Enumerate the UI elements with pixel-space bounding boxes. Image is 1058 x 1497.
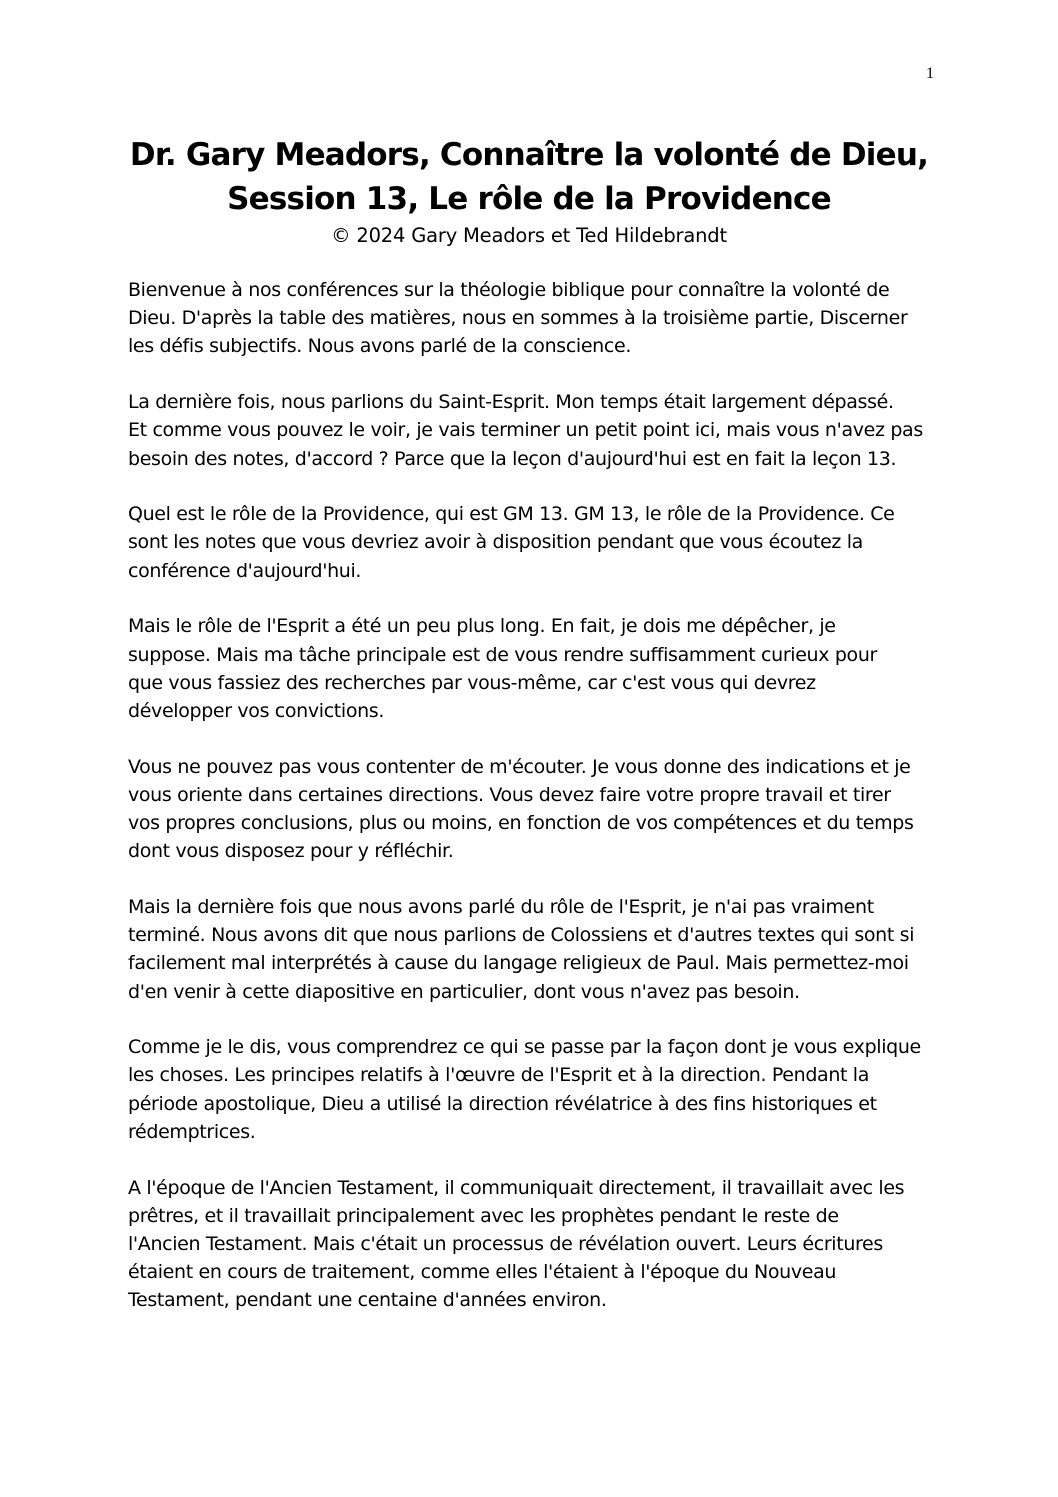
paragraph-line: les défis subjectifs. Nous avons parlé de la conscience. <box>128 335 632 358</box>
paragraph-line: d'en venir à cette diapositive en particulier, dont vous n'avez pas besoin. <box>128 980 800 1003</box>
page-number: 1 <box>926 65 934 82</box>
paragraph-line: Bienvenue à nos conférences sur la théologie biblique pour connaître la volonté de <box>128 279 890 301</box>
paragraph-6 <box>128 893 932 1006</box>
paragraph-line: La dernière fois, nous parlions du Saint-Esprit. Mon temps était largement dépassé. <box>128 391 894 414</box>
title-line-2: Session 13, Le rôle de la Providence <box>227 181 831 217</box>
paragraph-8 <box>128 1174 932 1315</box>
paragraph-line: conférence d'aujourd'hui. <box>128 559 362 582</box>
paragraph-line: Mais la dernière fois que nous avons parlé du rôle de l'Esprit, je n'ai pas vraiment <box>128 895 874 918</box>
paragraph-line: Mais le rôle de l'Esprit a été un peu plus long. En fait, je dois me dépêcher, je <box>128 615 836 638</box>
copyright-line: © 2024 Gary Meadors et Ted Hildebrandt <box>331 224 727 247</box>
paragraph-line: A l'époque de l'Ancien Testament, il communiquait directement, il travaillait avec les <box>128 1176 905 1199</box>
paragraph-line: rédemptrices. <box>128 1120 256 1143</box>
paragraph-2 <box>128 388 932 473</box>
paragraph-line: étaient en cours de traitement, comme elles l'étaient à l'époque du Nouveau <box>128 1261 837 1284</box>
paragraph-3 <box>128 500 932 585</box>
paragraph-line: dont vous disposez pour y réfléchir. <box>128 840 454 863</box>
paragraph-line: vos propres conclusions, plus ou moins, en fonction de vos compétences et du temps <box>128 812 914 835</box>
paragraph-line: sont les notes que vous devriez avoir à disposition pendant que vous écoutez la <box>128 531 863 554</box>
paragraph-line: Quel est le rôle de la Providence, qui est GM 13. GM 13, le rôle de la Providence. Ce <box>128 503 895 526</box>
paragraph-7 <box>128 1033 932 1146</box>
paragraph-line: facilement mal interprétés à cause du langage religieux de Paul. Mais permettez-moi <box>128 952 909 975</box>
paragraph-line: que vous fassiez des recherches par vous-même, car c'est vous qui devrez <box>128 671 816 694</box>
paragraph-line: prêtres, et il travaillait principalement avec les prophètes pendant le reste de <box>128 1204 839 1227</box>
paragraph-1 <box>128 276 932 361</box>
paragraph-line: les choses. Les principes relatifs à l'œuvre de l'Esprit et à la direction. Pendant la <box>128 1064 870 1087</box>
paragraph-line: période apostolique, Dieu a utilisé la direction révélatrice à des fins historiques et <box>128 1092 877 1115</box>
paragraph-line: Testament, pendant une centaine d'années environ. <box>128 1289 607 1312</box>
paragraph-4 <box>128 612 932 725</box>
paragraph-line: Vous ne pouvez pas vous contenter de m'écouter. Je vous donne des indications et je <box>128 755 911 778</box>
paragraph-line: l'Ancien Testament. Mais c'était un processus de révélation ouvert. Leurs écritures <box>128 1232 883 1255</box>
document-body <box>128 276 932 1342</box>
document-header <box>100 133 958 250</box>
paragraph-line: vous oriente dans certaines directions. Vous devez faire votre propre travail et tirer <box>128 783 891 806</box>
paragraph-5 <box>128 753 932 866</box>
title-line-1: Dr. Gary Meadors, Connaître la volonté de Dieu, <box>129 137 929 173</box>
paragraph-line: développer vos convictions. <box>128 699 385 722</box>
paragraph-line: Dieu. D'après la table des matières, nous en sommes à la troisième partie, Discerner <box>128 307 908 330</box>
paragraph-line: Comme je le dis, vous comprendrez ce qui se passe par la façon dont je vous explique <box>128 1036 921 1059</box>
paragraph-line: Et comme vous pouvez le voir, je vais terminer un petit point ici, mais vous n'avez pas <box>128 419 923 442</box>
paragraph-line: suppose. Mais ma tâche principale est de vous rendre suffisamment curieux pour <box>128 643 877 666</box>
paragraph-line: terminé. Nous avons dit que nous parlions de Colossiens et d'autres textes qui sont si <box>128 924 915 947</box>
paragraph-line: besoin des notes, d'accord ? Parce que la leçon d'aujourd'hui est en fait la leçon 13. <box>128 447 897 470</box>
